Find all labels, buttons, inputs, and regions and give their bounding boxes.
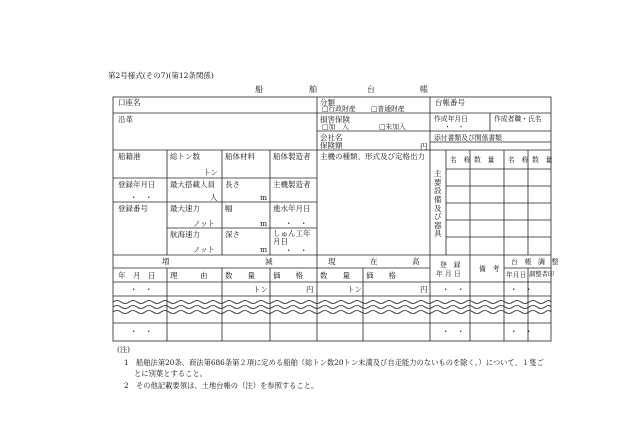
max-capacity-label: 最大搭載人員 — [170, 180, 215, 189]
joined-checkbox[interactable]: □加 入 — [322, 123, 349, 131]
row1-yen-unit: 円 — [306, 285, 314, 294]
creation-date-label: 作成年月日 — [434, 115, 468, 123]
creator-label: 作成者職・氏名 — [494, 115, 542, 123]
note-1-line-1: 1 船舶法第20条、商法第686条第２項に定める船舶（総トン数20トン未満及び自走能力のないものを除く。）について、１隻ご — [124, 358, 544, 367]
equipment-col-qty: 数 量 — [474, 156, 495, 164]
title-char-4: 帳 — [420, 85, 428, 94]
row1-adj-date-dots: ・ ・ — [510, 285, 533, 294]
equipment-col-name: 名 称 — [450, 156, 471, 164]
max-speed-label: 最大速力 — [170, 204, 200, 213]
reg-date-label: 登録年月日 — [118, 180, 156, 189]
gross-tonnage-label: 総トン数 — [170, 152, 200, 161]
equipment-col-name-2: 名 称 — [508, 156, 529, 164]
ledger-number-label: 台帳番号 — [435, 98, 465, 107]
row1-ton-unit-2: トン — [347, 285, 362, 294]
insured-amount-label: 保険額 — [320, 141, 343, 150]
depth-label: 深さ — [225, 230, 240, 239]
classification-label: 分類 — [320, 98, 335, 107]
note-2: 2 その他記載要領は、土地台帳の（注）を参照すること。 — [124, 381, 319, 390]
col-adjuster: 調整者印 — [529, 271, 555, 278]
form-number: 第2号様式(その7)(第12条関係) — [108, 71, 214, 80]
reg-date-dots: ・ ・ — [130, 193, 153, 202]
home-port-label: 船籍港 — [118, 152, 141, 161]
insured-amount-unit: 円 — [420, 142, 428, 151]
insurance-label: 損害保険 — [320, 115, 350, 124]
col-date: 年 月 日 — [118, 271, 156, 280]
ledger-present-label: 在 — [370, 257, 378, 266]
col-price: 価 格 — [273, 271, 303, 280]
equipment-label: 主要設備及び器具 — [434, 169, 442, 239]
title-char-3: 台 — [367, 85, 375, 94]
not-joined-checkbox[interactable]: □未加入 — [379, 123, 406, 131]
row2-date-dots: ・ ・ — [130, 327, 153, 336]
ledger-high-label: 高 — [412, 257, 420, 266]
col-reason: 理 由 — [170, 271, 208, 280]
length-label: 長さ — [225, 180, 240, 189]
length-unit: m — [260, 193, 268, 202]
max-speed-unit: ノット — [193, 219, 215, 228]
width-unit: m — [260, 219, 268, 228]
engine-maker-label: 主機製造者 — [273, 180, 311, 189]
row2-adj-date-dots: ・ ・ — [510, 327, 533, 336]
remarks-label: 備 考 — [479, 265, 500, 273]
hull-material-label: 船体材料 — [225, 152, 255, 161]
engine-kind-label: 主機の種類、形式及び定格出力 — [320, 152, 425, 161]
notes-heading: (注) — [117, 345, 130, 354]
admin-property-checkbox[interactable]: □行政財産 — [322, 105, 356, 113]
reg-number-label: 登録番号 — [118, 204, 148, 213]
depth-unit: m — [260, 245, 268, 254]
row1-reg-date-dots: ・ ・ — [442, 285, 465, 294]
general-property-checkbox[interactable]: □普通財産 — [371, 105, 405, 113]
creation-date-dots: ・ ・ — [444, 123, 465, 131]
completion-date-dots: ・ ・ — [285, 246, 308, 255]
ledger-decrease-label: 減 — [265, 257, 273, 266]
history-label: 沿革 — [118, 115, 133, 124]
registration-date-label: 年 月 日 — [436, 270, 461, 278]
row1-yen-unit-2: 円 — [420, 285, 428, 294]
adjustment-label: 台 帳 調 整 — [511, 258, 559, 266]
col-adj-date: 年月日 — [506, 271, 527, 279]
hull-maker-label: 船体製造者 — [273, 152, 311, 161]
row1-ton-unit: トン — [253, 285, 268, 294]
registration-label: 登 録 — [440, 261, 461, 269]
col-price-2: 価 格 — [366, 271, 396, 280]
title-char-1: 船 — [255, 85, 263, 94]
launch-date-label: 進水年月日 — [273, 204, 311, 213]
cruise-speed-label: 航海速力 — [170, 230, 200, 239]
row1-date-dots: ・ ・ — [130, 285, 153, 294]
account-name-label: 口座名 — [118, 98, 141, 107]
completion-date-label: しゅん工年月日 — [273, 229, 311, 247]
gross-tonnage-unit: トン — [203, 168, 218, 177]
row2-reg-date-dots: ・ ・ — [442, 327, 465, 336]
launch-date-dots: ・ ・ — [285, 219, 308, 228]
company-name-label: 会社名 — [320, 133, 343, 142]
col-qty-2: 数 量 — [320, 271, 350, 280]
cruise-speed-unit: ノット — [193, 245, 215, 254]
ledger-current-label: 現 — [328, 257, 336, 266]
attached-docs-label: 添付書類及び関係書類 — [434, 134, 502, 142]
title-char-2: 舶 — [309, 85, 317, 94]
equipment-col-qty-2: 数 量 — [532, 156, 553, 164]
ledger-increase-label: 増 — [162, 257, 170, 266]
col-qty: 数 量 — [225, 271, 255, 280]
note-1-line-2: とに別葉とすること。 — [134, 369, 207, 378]
max-capacity-unit: 人 — [210, 193, 218, 202]
width-label: 幅 — [225, 204, 233, 213]
